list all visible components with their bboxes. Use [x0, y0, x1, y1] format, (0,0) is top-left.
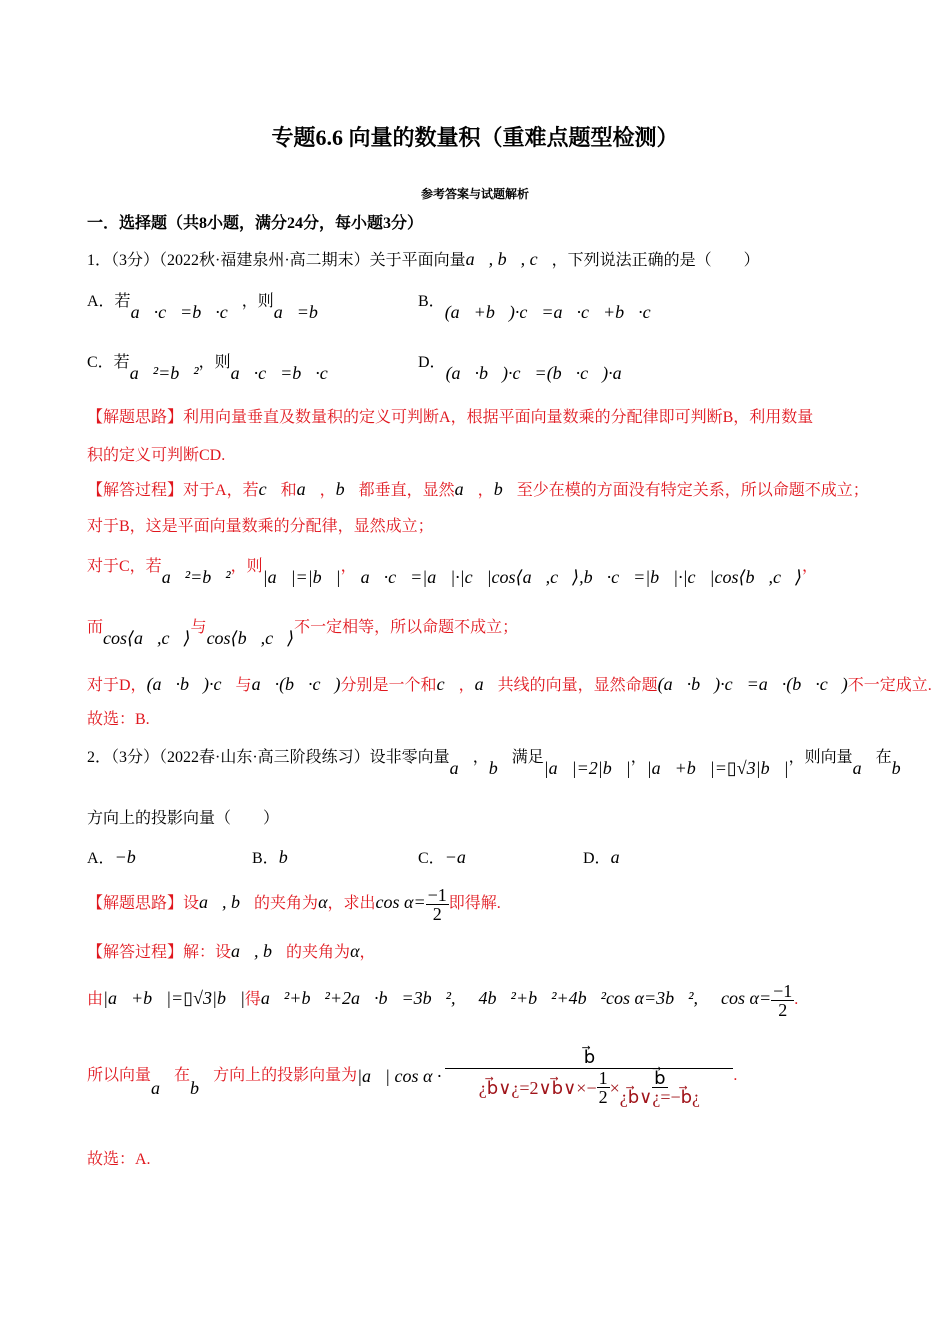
q2-process-line2	[87, 980, 798, 1019]
q2-stem-cont: 方向上的投影向量（ ）	[87, 810, 280, 827]
t: 至少在模的方面没有特定关系，所以命题不成立；	[516, 482, 869, 499]
q1-process-line1	[87, 479, 869, 501]
option-label: C．若	[87, 354, 130, 371]
denominator	[479, 1069, 700, 1106]
q2-option-d	[583, 845, 634, 868]
t: .	[733, 1067, 738, 1084]
m: cos⟨a⃗,c⃗⟩	[103, 628, 191, 648]
m: a⃗·c⃗=|a⃗|·|c⃗|cos⟨a⃗,c⃗⟩,b⃗·c⃗=|b⃗|·|c⃗|cos⟨b⃗,c⃗⟩	[360, 567, 803, 587]
m: |a⃗+b⃗|=▯√3|b⃗|	[103, 988, 245, 1008]
m: a⃗	[474, 674, 498, 694]
t: 的夹角为	[254, 895, 319, 912]
t: ，	[359, 944, 376, 961]
t: ，	[477, 482, 494, 499]
thinking-text: 利用向量垂直及数量积的定义可判断A，根据平面向量数乘的分配律即可判断B，利用数量	[183, 409, 814, 426]
t: ，	[630, 749, 647, 766]
m: (a⃗·b⃗)·c⃗=a⃗·(b⃗·c⃗)	[657, 674, 848, 694]
t: 对于C，若	[87, 558, 162, 575]
t: 和	[280, 482, 297, 499]
q1-option-b	[418, 288, 665, 322]
t: 而	[87, 619, 104, 636]
m: b⃗	[190, 1078, 214, 1098]
t: ，	[458, 677, 475, 694]
t: 都垂直，显然	[358, 482, 455, 499]
q2-process-line1	[87, 941, 376, 963]
m: α	[318, 892, 328, 912]
m: b⃗	[493, 479, 517, 499]
t: 满足	[511, 749, 544, 766]
page-subtitle: 参考答案与试题解析	[420, 187, 529, 201]
q1-answer: 故选：B.	[87, 711, 150, 728]
t: 解：设	[183, 944, 232, 961]
t: ×	[609, 1077, 620, 1098]
m: |a⃗|=|b⃗|	[262, 567, 341, 587]
inner-fraction	[620, 1069, 700, 1106]
m: cos α=	[375, 892, 426, 912]
option-math: (a⃗·b⃗)·c⃗=(b⃗·c⃗)·a⃗	[445, 363, 636, 383]
q2-option-a	[87, 845, 150, 868]
denominator: ¿b⃗∨¿=−b⃗¿	[619, 1087, 701, 1107]
m: a⃗	[151, 1078, 175, 1098]
t: 在	[875, 749, 892, 766]
q1-process-line5	[87, 674, 932, 696]
page-title: 专题6.6 向量的数量积（重难点题型检测）	[271, 125, 679, 150]
t: ，求出	[327, 895, 376, 912]
m: a⃗²=b⃗²	[161, 567, 231, 587]
q2-option-b	[252, 845, 302, 868]
option-math: a⃗²=b⃗²	[129, 363, 199, 383]
t: 分别是一个和	[340, 677, 437, 694]
q1-stem	[87, 249, 760, 271]
option-label: A．	[87, 850, 115, 867]
q1-stem-text: 1．（3分）（2022秋·福建泉州·高二期末）关于平面向量	[87, 252, 466, 269]
process-label: 【解答过程】	[87, 944, 184, 961]
fraction	[771, 982, 794, 1019]
t: ，	[802, 558, 819, 575]
option-label: D．	[583, 850, 611, 867]
option-math: a⃗=b⃗	[273, 302, 332, 322]
numerator: 1	[598, 1068, 608, 1088]
t: ¿b⃗∨¿=2∨b⃗∨×−	[478, 1077, 597, 1098]
t: 得	[244, 991, 261, 1008]
m: a⃗	[449, 758, 473, 778]
denominator: 2	[778, 999, 788, 1020]
m: α	[350, 941, 360, 961]
thinking-label: 【解题思路】	[87, 409, 184, 426]
t: 不一定成立.	[847, 677, 932, 694]
option-label: A．若	[87, 293, 131, 310]
m: |a⃗| cos α ·	[357, 1066, 442, 1086]
q2-stem	[87, 746, 915, 778]
t: 由	[87, 991, 104, 1008]
q1-option-c	[87, 349, 342, 383]
option-label: C．	[418, 850, 445, 867]
option-label: D．	[418, 354, 446, 371]
q1-process-line4	[87, 616, 519, 648]
option-math: a⃗	[610, 847, 634, 867]
numerator: −1	[773, 980, 793, 1001]
q1-stem-math: a⃗, b⃗, c⃗	[465, 249, 552, 269]
m: c⃗	[436, 674, 459, 694]
option-math: −b⃗	[114, 847, 150, 867]
t: 即得解.	[448, 895, 501, 912]
m: a⃗	[296, 479, 320, 499]
t: 在	[174, 1067, 191, 1084]
t: 与	[235, 677, 252, 694]
m: |a⃗+b⃗|=▯√3|b⃗|	[646, 758, 789, 778]
m: a⃗, b⃗	[231, 941, 287, 961]
q2-process-line3	[87, 1046, 737, 1106]
t: ，	[340, 558, 357, 575]
q1-process-line3	[87, 555, 819, 587]
m: |a⃗|=2|b⃗|	[543, 758, 631, 778]
fraction	[426, 886, 449, 923]
q2-option-c	[418, 845, 480, 868]
t: .	[794, 991, 799, 1008]
q1-process-line2: 对于B，这是平面向量数乘的分配律，显然成立；	[87, 518, 434, 535]
t: ，	[472, 749, 489, 766]
numerator: b⃗	[445, 1046, 733, 1069]
m: cos⟨b⃗,c⃗⟩	[206, 628, 295, 648]
option-math: a⃗·c⃗=b⃗·c⃗	[130, 302, 242, 322]
option-math: b⃗	[278, 847, 302, 867]
m: b⃗	[488, 758, 512, 778]
m: b⃗	[335, 479, 359, 499]
q1-thinking-cont: 积的定义可判断CD.	[87, 447, 226, 464]
option-text: ，则	[241, 293, 274, 310]
numerator: b⃗	[654, 1068, 666, 1088]
t: 2．（3分）（2022春·山东·高三阶段练习）设非零向量	[87, 749, 450, 766]
t: 与	[190, 619, 207, 636]
q1-option-a	[87, 288, 332, 322]
m: a⃗·(b⃗·c⃗)	[251, 674, 341, 694]
q2-answer: 故选：A.	[87, 1151, 151, 1168]
denominator: 2	[598, 1087, 608, 1107]
q1-thinking	[87, 408, 813, 428]
t: 所以向量	[87, 1067, 152, 1084]
m: a⃗²+b⃗²+2a⃗·b⃗=3b⃗², ∴ 4b⃗²+b⃗²+4b⃗²cos α=3b⃗², ∴ cos α=	[260, 988, 772, 1008]
m: a⃗	[852, 758, 876, 778]
t: ，	[319, 482, 336, 499]
option-math: a⃗·c⃗=b⃗·c⃗	[230, 363, 342, 383]
q2-thinking	[87, 884, 501, 923]
t: ，则	[230, 558, 263, 575]
numerator: −1	[427, 884, 447, 905]
option-math: (a⃗+b⃗)·c⃗=a⃗·c⃗+b⃗·c⃗	[444, 302, 665, 322]
t: 不一定相等，所以命题不成立；	[294, 619, 519, 636]
option-text: ，则	[198, 354, 231, 371]
section-heading: 一．选择题（共8小题，满分24分，每小题3分）	[87, 215, 424, 232]
t: 对于A，若	[183, 482, 259, 499]
option-math: −a⃗	[444, 847, 480, 867]
t: 方向上的投影向量为	[213, 1067, 358, 1084]
option-label: B．	[418, 293, 445, 310]
t: ，则向量	[788, 749, 853, 766]
t: 共线的向量，显然命题	[497, 677, 658, 694]
process-label: 【解答过程】	[87, 482, 184, 499]
q1-stem-end: ，下列说法正确的是（ ）	[551, 252, 760, 269]
t: 的夹角为	[286, 944, 351, 961]
m: b⃗	[891, 758, 915, 778]
q1-option-d	[418, 349, 636, 383]
t: 设	[183, 895, 200, 912]
m: a⃗	[454, 479, 478, 499]
m: c⃗	[258, 479, 281, 499]
half-fraction	[597, 1069, 610, 1106]
t: 对于D，	[87, 677, 147, 694]
projection-fraction	[445, 1046, 733, 1106]
denominator: 2	[432, 903, 442, 924]
m: (a⃗·b⃗)·c⃗	[146, 674, 236, 694]
thinking-label: 【解题思路】	[87, 895, 184, 912]
m: a⃗, b⃗	[199, 892, 255, 912]
option-label: B．	[252, 850, 279, 867]
